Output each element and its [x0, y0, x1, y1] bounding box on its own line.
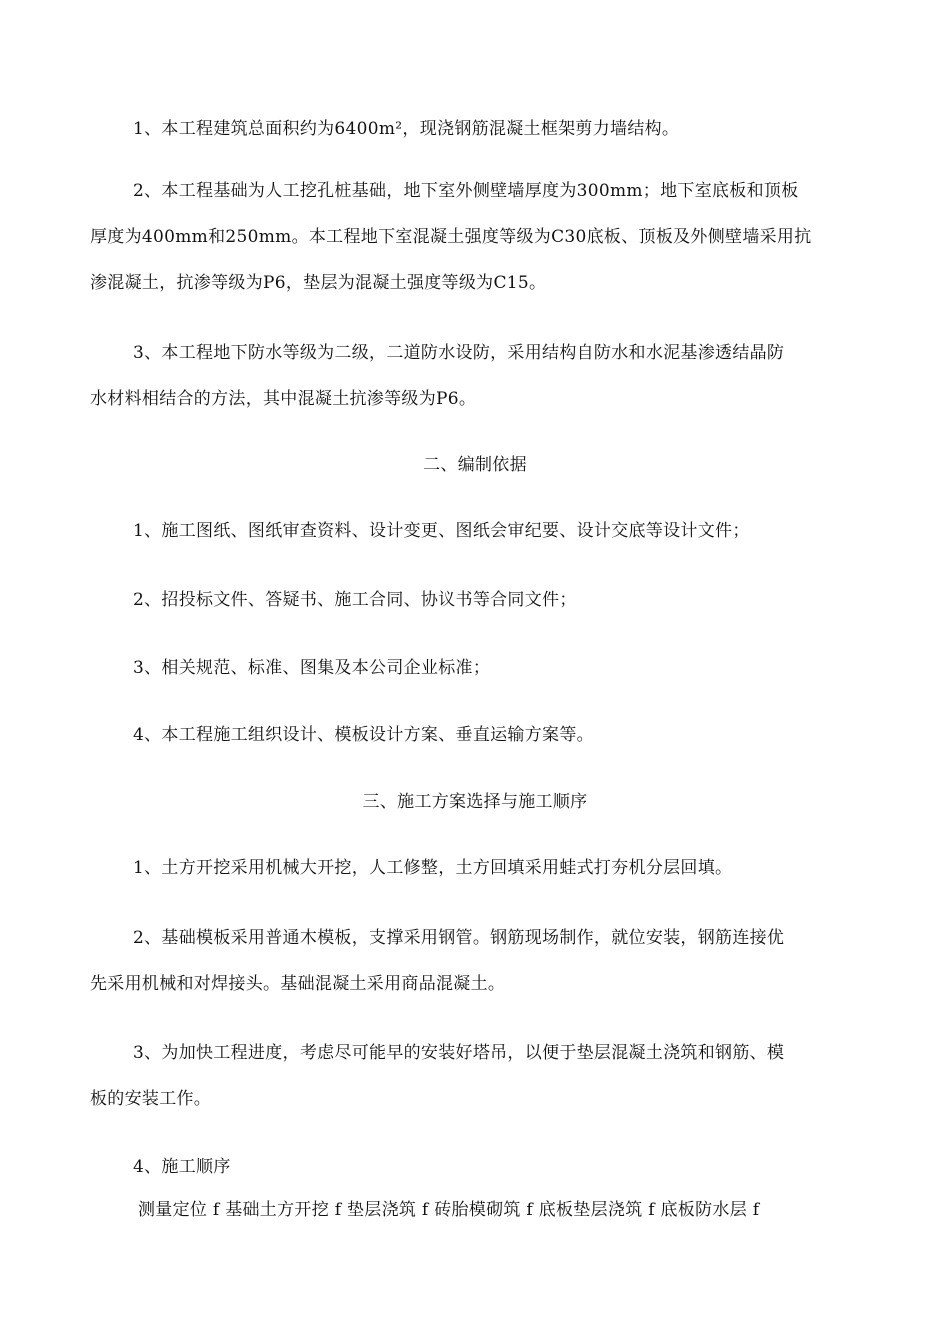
paragraph-3-line-2: 水材料相结合的方法，其中混凝土抗渗等级为P6。	[90, 389, 477, 409]
section-3-paragraph-3-line-1: 3、为加快工程进度，考虑尽可能早的安装好塔吊，以便于垫层混凝土浇筑和钢筋、模	[133, 1043, 785, 1063]
section-2-item-1: 1、施工图纸、图纸审查资料、设计变更、图纸会审纪要、设计交底等设计文件；	[133, 521, 750, 541]
section-2-heading: 二、编制依据	[423, 455, 527, 475]
section-3-paragraph-2-line-1: 2、基础模板采用普通木模板，支撑采用钢管。钢筋现场制作，就位安装，钢筋连接优	[133, 928, 785, 948]
paragraph-1-line-1: 1、本工程建筑总面积约为6400m²，现浇钢筋混凝土框架剪力墙结构。	[133, 119, 680, 139]
section-3-paragraph-4-line-1: 4、施工顺序	[133, 1157, 231, 1177]
section-2-item-2: 2、招投标文件、答疑书、施工合同、协议书等合同文件；	[133, 590, 577, 610]
section-3-paragraph-2-line-2: 先采用机械和对焊接头。基础混凝土采用商品混凝土。	[90, 974, 506, 994]
section-3-heading: 三、施工方案选择与施工顺序	[362, 792, 588, 812]
construction-sequence-line: 测量定位 f 基础土方开挖 f 垫层浇筑 f 砖胎模砌筑 f 底板垫层浇筑 f 底板防水层 f	[138, 1200, 760, 1220]
section-3-paragraph-1-line-1: 1、土方开挖采用机械大开挖，人工修整，土方回填采用蛙式打夯机分层回填。	[133, 858, 733, 878]
section-2-item-4: 4、本工程施工组织设计、模板设计方案、垂直运输方案等。	[133, 725, 594, 745]
paragraph-2-line-2: 厚度为400mm和250mm。本工程地下室混凝土强度等级为C30底板、顶板及外侧壁墙采用抗	[90, 227, 812, 247]
section-2-item-3: 3、相关规范、标准、图集及本公司企业标准；	[133, 658, 491, 678]
paragraph-3-line-1: 3、本工程地下防水等级为二级，二道防水设防，采用结构自防水和水泥基渗透结晶防	[133, 343, 785, 363]
paragraph-2-line-1: 2、本工程基础为人工挖孔桩基础，地下室外侧壁墙厚度为300mm；地下室底板和顶板	[133, 181, 799, 201]
paragraph-2-line-3: 渗混凝土，抗渗等级为P6，垫层为混凝土强度等级为C15。	[90, 273, 547, 293]
section-3-paragraph-3-line-2: 板的安装工作。	[90, 1089, 212, 1109]
